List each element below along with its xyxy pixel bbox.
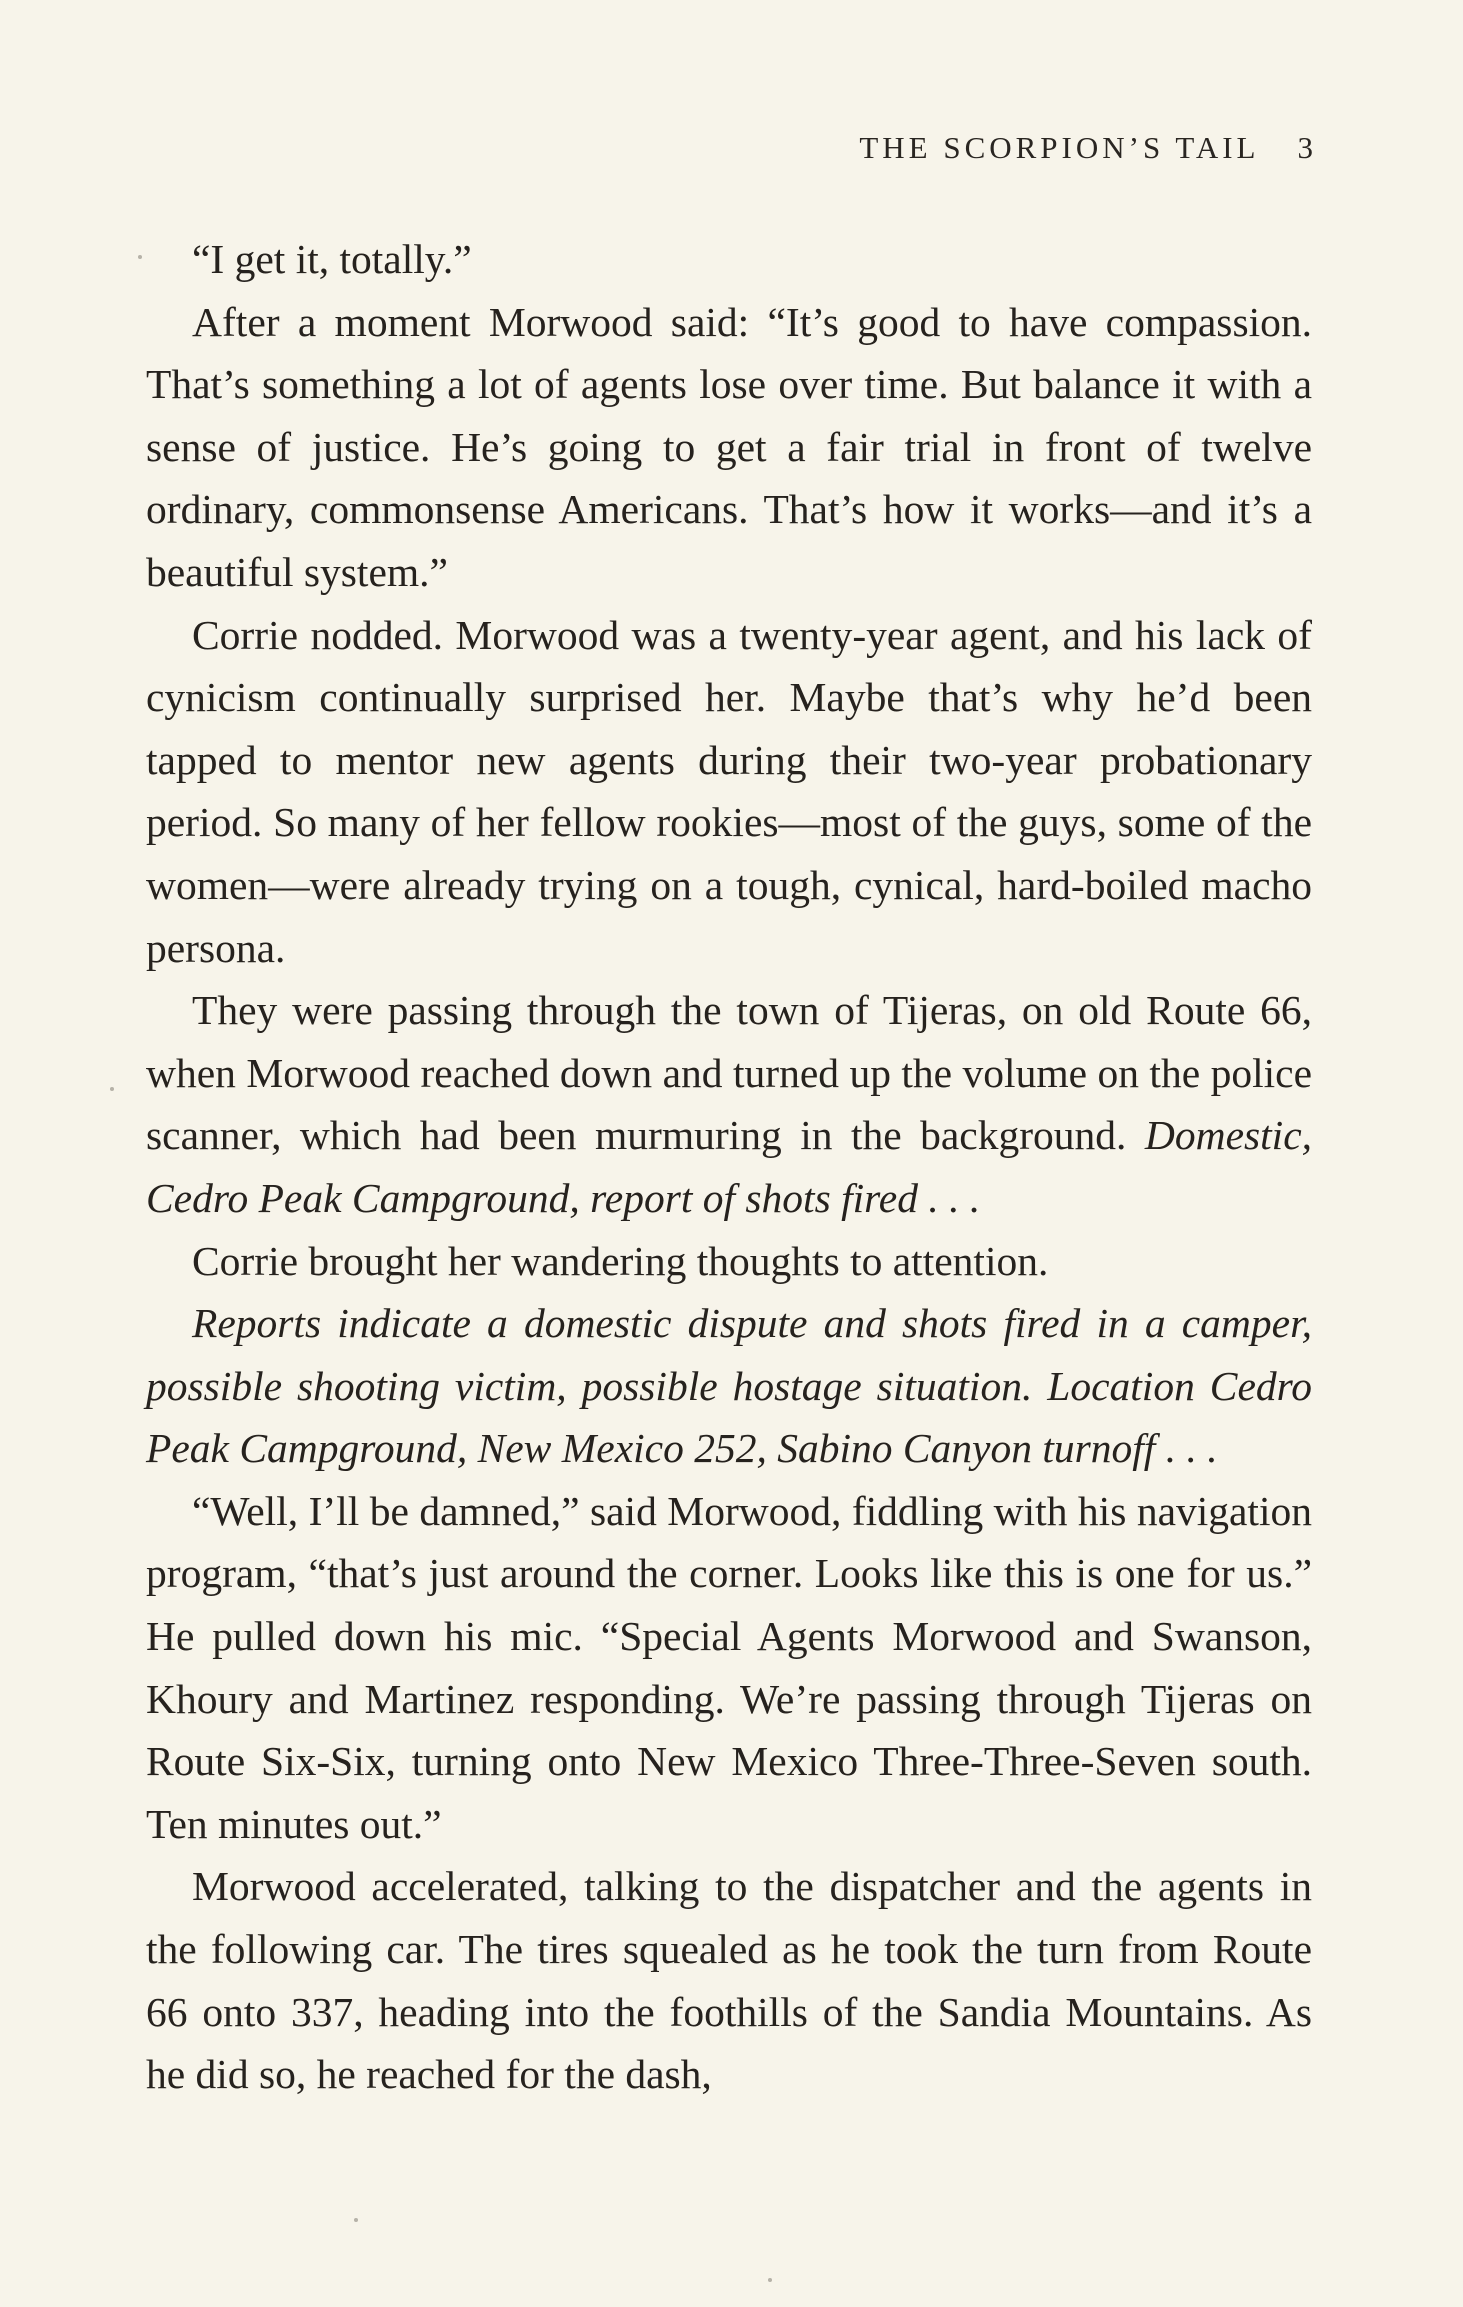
text-segment: Corrie nodded. Morwood was a twenty-year agent, and his lack of cynicism continually surprised her. Maybe that’s why he’d been tapped to mentor new agents during their two-year probationary period. So many of her fellow rookies—most of the guys, some of the women—were already trying on a tough, cynical, hard-boiled macho persona. — [146, 611, 1312, 971]
text-segment: Corrie brought her wandering thoughts to attention. — [192, 1237, 1049, 1284]
paragraph — [146, 291, 1312, 604]
paragraph — [146, 604, 1312, 980]
running-title: THE SCORPION’S TAIL — [859, 130, 1260, 165]
text-segment: Morwood accelerated, talking to the dispatcher and the agents in the following car. The tires squealed as he took the turn from Route 66 onto 337, heading into the foothills of the Sandia Mountains. As he did so, he reached for the dash, — [146, 1863, 1312, 2098]
text-segment: After a moment Morwood said: “It’s good to have compassion. That’s something a lot of agents lose over time. But balance it with a sense of justice. He’s going to get a fair trial in front of twelve ordinary, commonsense Americans. That’s how it works—and it’s a beautiful system.” — [146, 298, 1312, 595]
paragraph — [146, 1292, 1312, 1480]
print-speck — [768, 2278, 772, 2282]
page-number: 3 — [1297, 130, 1313, 165]
italic-text: Domestic, Cedro Peak Campground, report of shots fired . . . — [146, 1112, 1312, 1221]
paragraph — [146, 228, 1312, 291]
print-speck — [354, 2218, 358, 2222]
print-speck — [138, 255, 142, 259]
body-text — [146, 228, 1312, 2106]
paragraph — [146, 979, 1312, 1229]
print-speck — [110, 1087, 114, 1091]
running-header — [859, 130, 1313, 166]
text-segment: “I get it, totally.” — [192, 236, 472, 282]
text-segment: “Well, I’ll be damned,” said Morwood, fiddling with his navigation program, “that’s just around the corner. Looks like this is one for us.” He pulled down his mic. “Special Agents Morwood and Swanson, Khoury and Martinez responding. We’re passing through Tijeras on Route Six-Six, turning onto New Mexico Three-Three-Seven south. Ten minutes out.” — [146, 1487, 1312, 1847]
paragraph — [146, 1480, 1312, 1856]
italic-text: Reports indicate a domestic dispute and shots fired in a camper, possible shooting victim, possible hostage situation. Location Cedro Peak Campground, New Mexico 252, Sabino Canyon turnoff . . . — [146, 1300, 1312, 1472]
paragraph — [146, 1855, 1312, 2105]
paragraph — [146, 1230, 1312, 1293]
text-segment: They were passing through the town of Tijeras, on old Route 66, when Morwood reached down and turned up the volume on the police scanner, which had been murmuring in the background. — [146, 987, 1312, 1159]
